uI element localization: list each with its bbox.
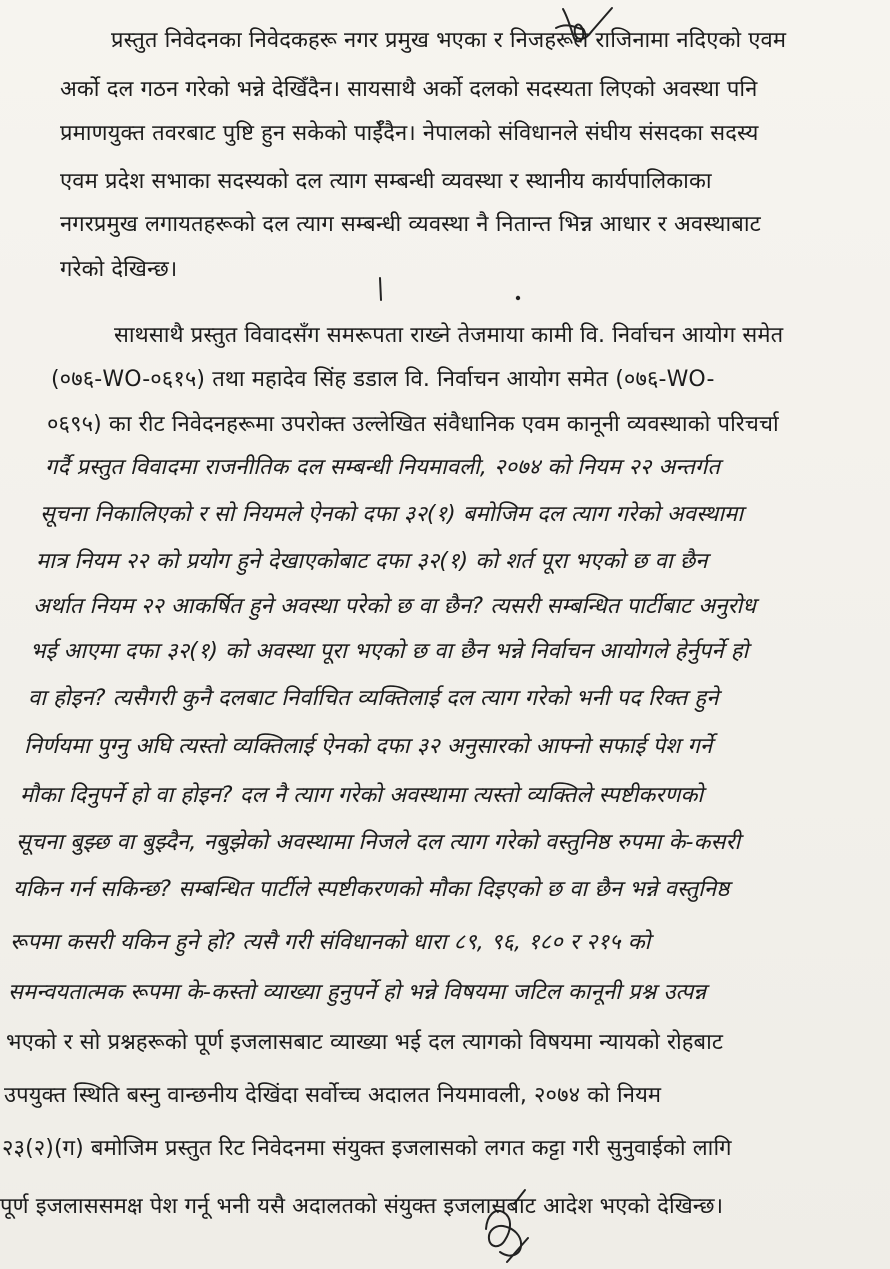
paragraph-2-line-1: साथसाथै प्रस्तुत विवादसँग समरूपता राख्ने तेजमाया कामी वि. निर्वाचन आयोग समेत xyxy=(114,323,784,348)
paragraph-2-line-6: मात्र नियम २२ को प्रयोग हुने देखाएकोबाट दफा ३२(१) को शर्त पूरा भएको छ वा छैन xyxy=(36,549,708,574)
paragraph-1-line-5: नगरप्रमुख लगायतहरूको दल त्याग सम्बन्धी व्यवस्था नै नितान्त भिन्न आधार र अवस्थाबाट xyxy=(60,212,761,237)
paragraph-2-line-19: पूर्ण इजलाससमक्ष पेश गर्नू भनी यसै अदालतको संयुक्त इजलासबाट आदेश भएको देखिन्छ। xyxy=(0,1194,724,1219)
paragraph-2-line-7: अर्थात नियम २२ आकर्षित हुने अवस्था परेको छ वा छैन? त्यसरी सम्बन्धित पार्टीबाट अनुरोध xyxy=(33,594,756,619)
paragraph-2-line-8: भई आएमा दफा ३२(१) को अवस्था पूरा भएको छ वा छैन भन्ने निर्वाचन आयोगले हेर्नुपर्ने हो xyxy=(30,639,749,664)
paragraph-2-line-2: (०७६-WO-०६१५) तथा महादेव सिंह डडाल वि. निर्वाचन आयोग समेत (०७६-WO- xyxy=(51,367,715,392)
paragraph-2-line-14: रूपमा कसरी यकिन हुने हो? त्यसै गरी संविधानको धारा ८९, ९६, १८० र २१५ को xyxy=(10,930,651,955)
paragraph-2-line-12: सूचना बुझ्छ वा बुझ्दैन, नबुझेको अवस्थामा निजले दल त्याग गरेको वस्तुनिष्ठ रुपमा के-कसरी xyxy=(16,830,741,855)
paragraph-2-line-16: भएको र सो प्रश्नहरूको पूर्ण इजलासबाट व्याख्या भई दल त्यागको विषयमा न्यायको रोहबाट xyxy=(6,1030,724,1055)
paragraph-1-line-3: प्रमाणयुक्त तवरबाट पुष्टि हुन सकेको पाईँदैन। नेपालको संविधानले संघीय संसदका सदस्य xyxy=(60,121,759,146)
paragraph-1-line-6: गरेको देखिन्छ। xyxy=(60,257,178,282)
paragraph-2-line-5: सूचना निकालिएको र सो नियमले ऐनको दफा ३२(१) बमोजिम दल त्याग गरेको अवस्थामा xyxy=(40,502,744,527)
paragraph-2-line-3: ०६९५) का रीट निवेदनहरूमा उपरोक्त उल्लेखित संवैधानिक एवम कानूनी व्यवस्थाको परिचर्चा xyxy=(47,412,779,437)
paragraph-1-line-1: प्रस्तुत निवेदनका निवेदकहरू नगर प्रमुख भएका र निजहरूले राजिनामा नदिएको एवम xyxy=(111,28,787,53)
paragraph-1-line-2: अर्को दल गठन गरेको भन्ने देखिँदैन। सायसाथै अर्को दलको सदस्यता लिएको अवस्था पनि xyxy=(60,77,758,102)
paragraph-2-line-18: २३(२)(ग) बमोजिम प्रस्तुत रिट निवेदनमा संयुक्त इजलासको लगत कट्टा गरी सुनुवाईको लागि xyxy=(2,1136,732,1161)
paragraph-2-line-11: मौका दिनुपर्ने हो वा होइन? दल नै त्याग गरेको अवस्थामा त्यस्तो व्यक्तिले स्पष्टीकरणको xyxy=(20,783,704,808)
paragraph-2-line-13: यकिन गर्न सकिन्छ? सम्बन्धित पार्टीले स्पष्टीकरणको मौका दिइएको छ वा छैन भन्ने वस्तुनिष्ठ xyxy=(13,877,730,902)
center-tick-mark-top xyxy=(376,276,386,302)
paragraph-2-line-10: निर्णयमा पुग्नु अघि त्यस्तो व्यक्तिलाई ऐनको दफा ३२ अनुसारको आफ्नो सफाई पेश गर्ने xyxy=(24,734,713,759)
paragraph-1-line-4: एवम प्रदेश सभाका सदस्यको दल त्याग सम्बन्धी व्यवस्था र स्थानीय कार्यपालिकाका xyxy=(60,169,712,194)
paragraph-2-line-17: उपयुक्त स्थिति बस्नु वान्छनीय देखिंदा सर्वोच्च अदालत नियमावली, २०७४ को नियम xyxy=(4,1083,662,1108)
center-dot-mark xyxy=(514,289,522,297)
paragraph-2-line-15: समन्वयतात्मक रूपमा के-कस्तो व्याख्या हुनुपर्ने हो भन्ने विषयमा जटिल कानूनी प्रश्न उत्पन्न xyxy=(8,980,707,1005)
paragraph-2-line-9: वा होइन? त्यसैगरी कुनै दलबाट निर्वाचित व्यक्तिलाई दल त्याग गरेको भनी पद रिक्त हुने xyxy=(28,686,719,711)
paragraph-2-line-4: गर्दै प्रस्तुत विवादमा राजनीतिक दल सम्बन्धी नियमावली, २०७४ को नियम २२ अन्तर्गत xyxy=(45,455,720,480)
